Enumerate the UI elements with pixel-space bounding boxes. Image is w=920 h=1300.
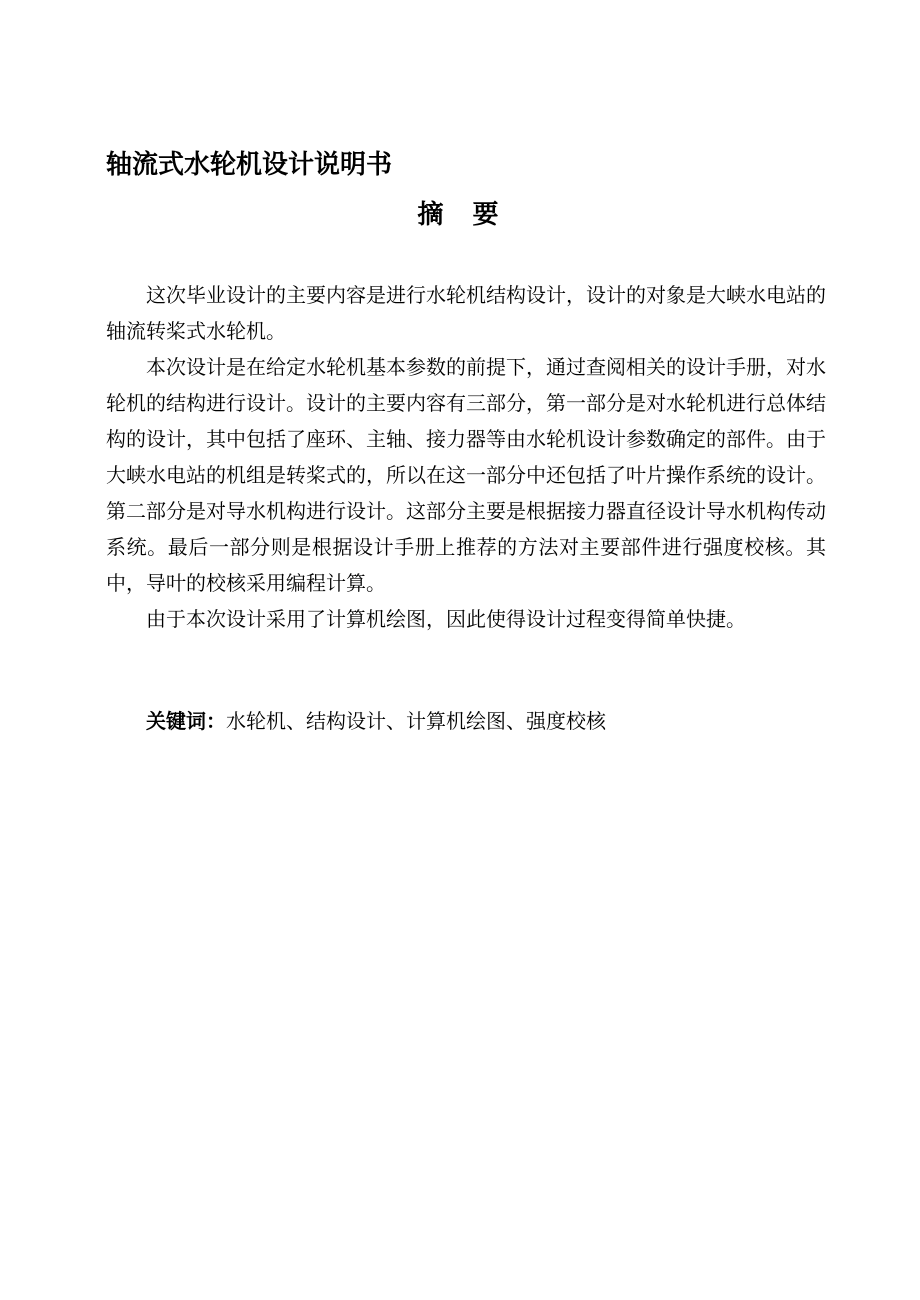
abstract-paragraph-2: 本次设计是在给定水轮机基本参数的前提下，通过查阅相关的设计手册，对水轮机的结构进行设计。设计的主要内容有三部分，第一部分是对水轮机进行总体结构的设计，其中包括了座环、主轴、接力器等由水轮机设计参数确定的部件。由于大峡水电站的机组是转桨式的，所以在这一部分中还包括了叶片操作系统的设计。第二部分是对导水机构进行设计。这部分主要是根据接力器直径设计导水机构传动系统。最后一部分则是根据设计手册上推荐的方法对主要部件进行强度校核。其中，导叶的校核采用编程计算。 bbox=[106, 355, 826, 595]
abstract-paragraph-1: 这次毕业设计的主要内容是进行水轮机结构设计，设计的对象是大峡水电站的轴流转桨式水轮机。 bbox=[106, 283, 826, 343]
abstract-body bbox=[106, 277, 826, 637]
document-title: 轴流式水轮机设计说明书 bbox=[106, 150, 393, 180]
abstract-heading: 摘 要 bbox=[417, 200, 509, 230]
keywords-label: 关键词： bbox=[146, 709, 226, 733]
keywords-value: 水轮机、结构设计、计算机绘图、强度校核 bbox=[226, 709, 606, 733]
keywords-line bbox=[146, 703, 606, 739]
abstract-paragraph-3: 由于本次设计采用了计算机绘图，因此使得设计过程变得简单快捷。 bbox=[146, 607, 746, 631]
